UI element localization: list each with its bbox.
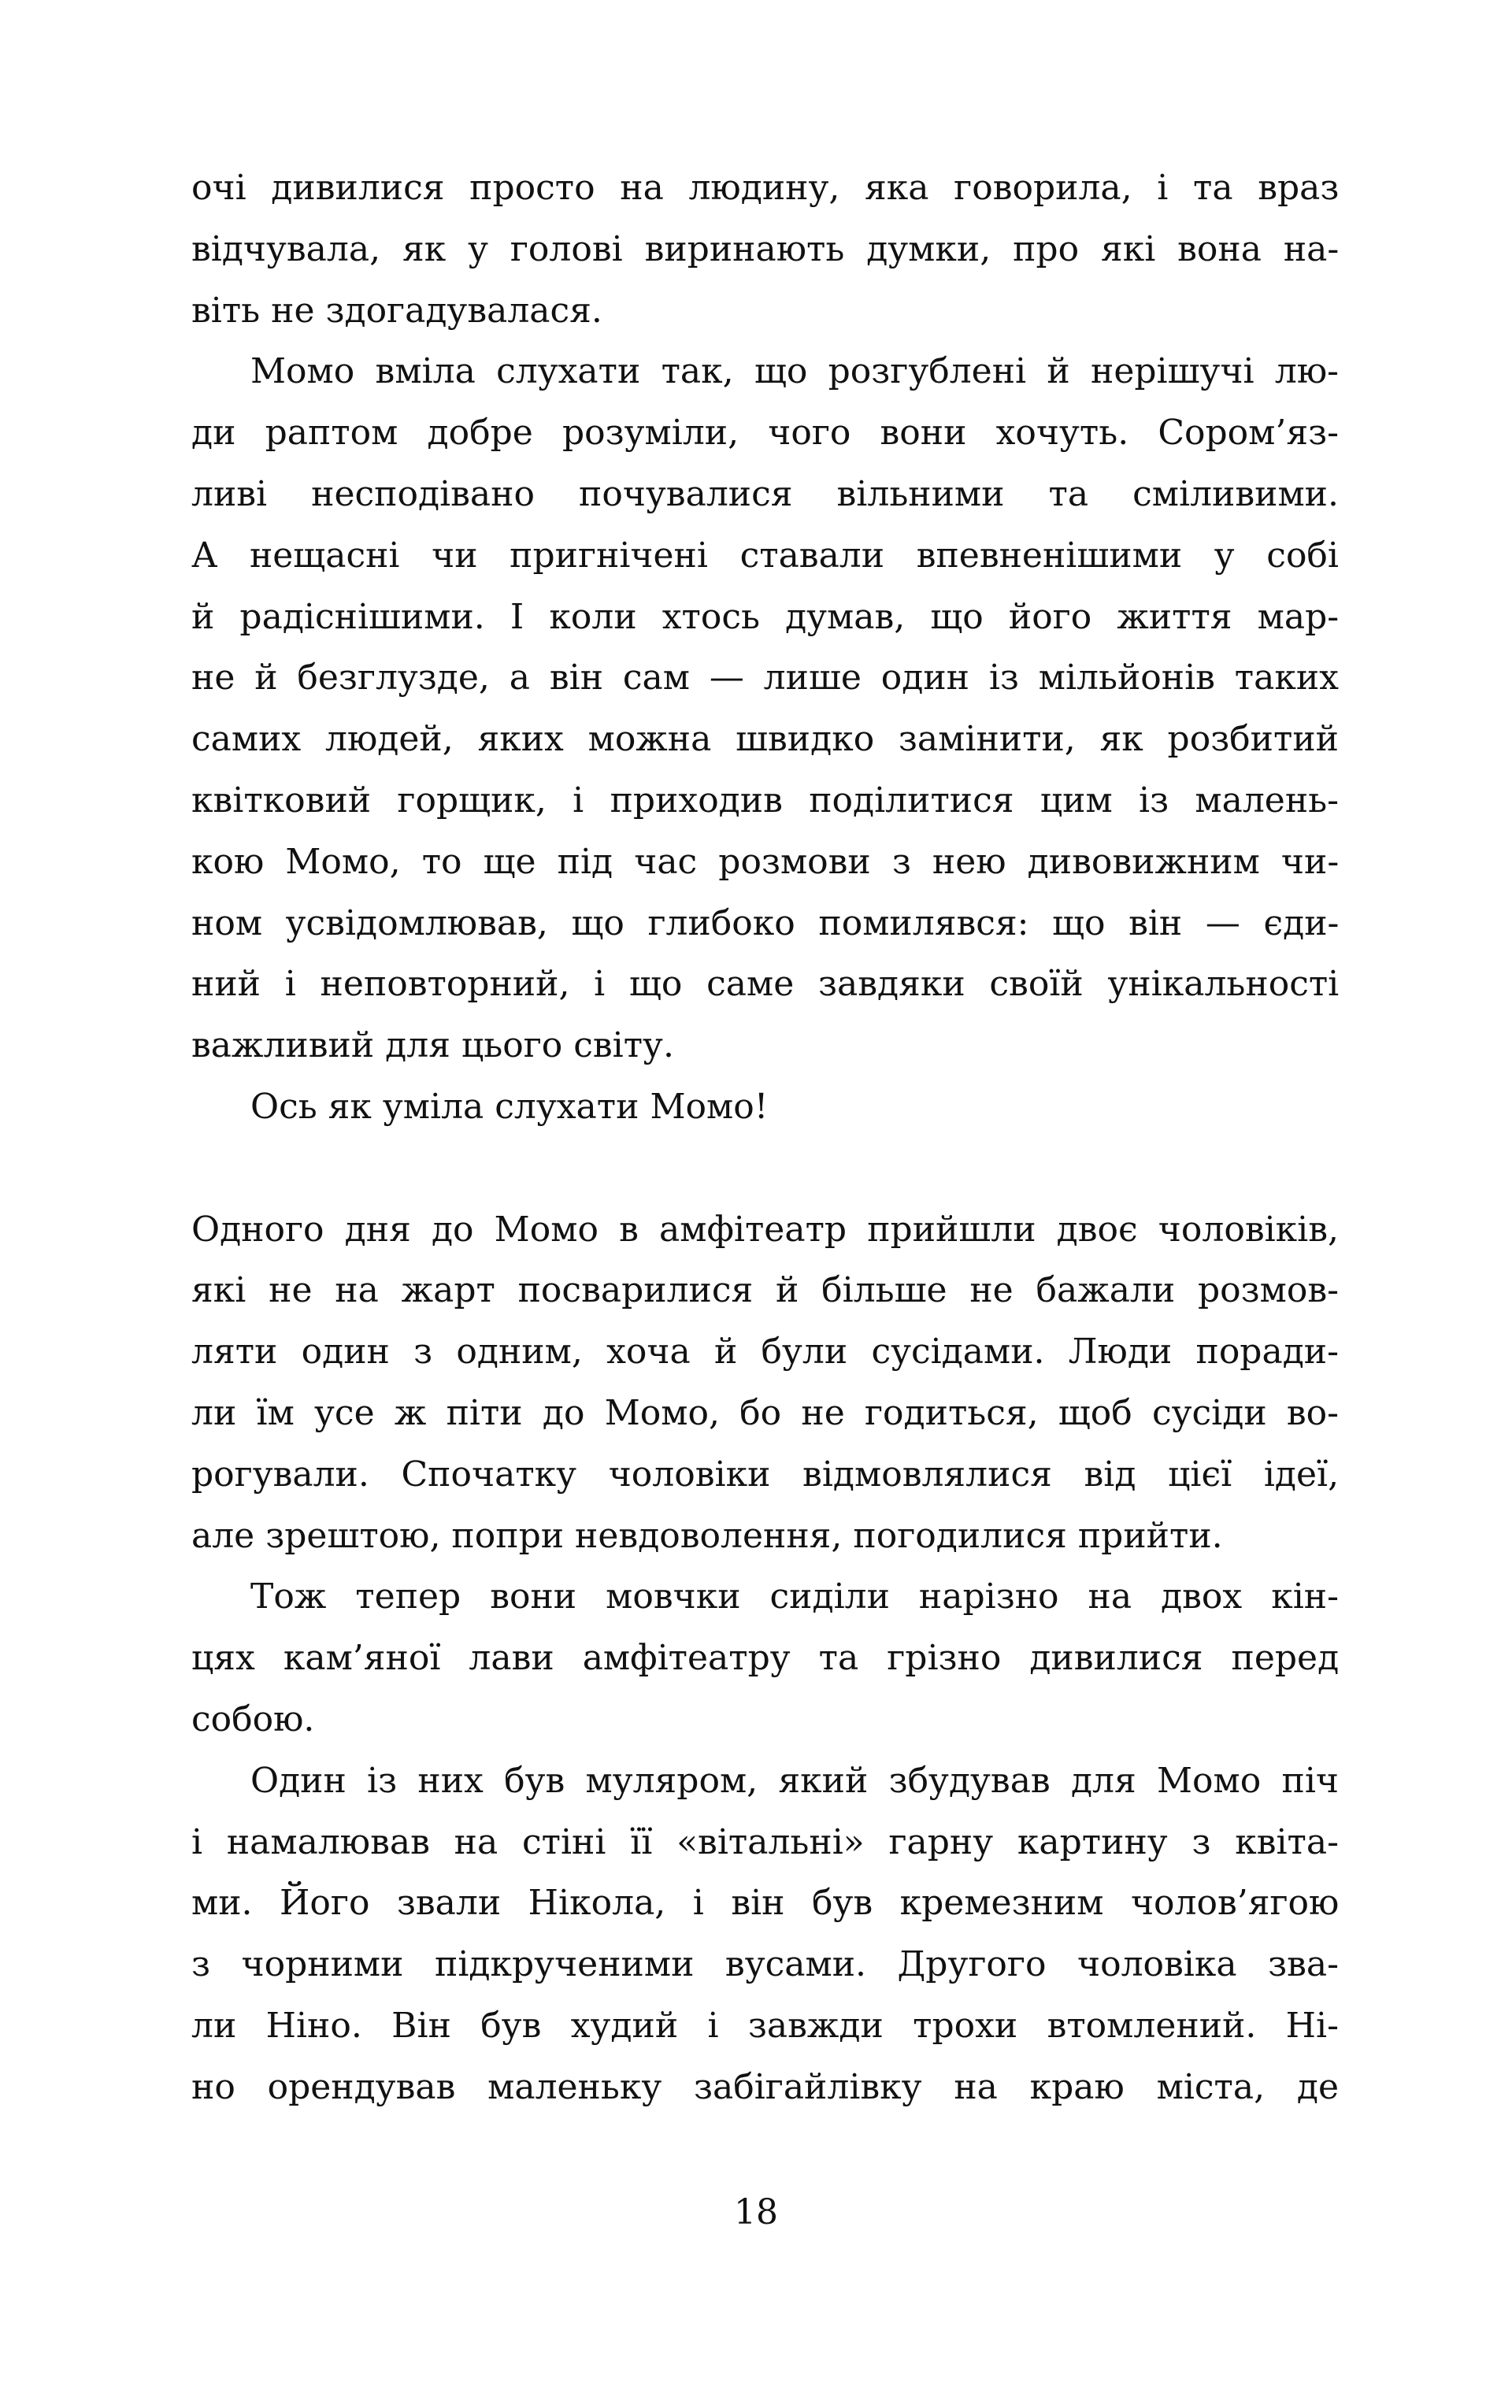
- text-line: відчувала, як у голові виринають думки, про які вона на-: [191, 228, 1340, 269]
- text-line: собою.: [191, 1699, 315, 1739]
- text-line: не й безглузде, а він сам — лише один із мільйонів таких: [191, 658, 1339, 698]
- text-line: ном усвідомлював, що глибоко помилявся: що він — єди-: [191, 902, 1340, 943]
- text-line: квітковий горщик, і приходив поділитися цим із малень-: [191, 780, 1339, 821]
- text-line: ний і неповторний, і що саме завдяки своїй унікальності: [191, 964, 1340, 1005]
- text-line: важливий для цього світу.: [191, 1025, 674, 1066]
- text-line: віть не здогадувалася.: [191, 290, 602, 331]
- section-break: [191, 1138, 1339, 1199]
- text-line: самих людей, яких можна швидко замінити, як розбитий: [191, 719, 1339, 760]
- text-line: кою Момо, то ще під час розмови з нею дивовижним чи-: [191, 841, 1340, 882]
- text-line: які не на жарт посварилися й більше не бажали розмов-: [191, 1270, 1339, 1311]
- text-line: й радіснішими. І коли хтось думав, що його життя мар-: [191, 596, 1340, 637]
- text-line: цях кам’яної лави амфітеатру та грізно дивилися перед: [191, 1638, 1340, 1679]
- paragraph-first-line: Момо вміла слухати так, що розгублені й нерішучі лю-: [250, 351, 1339, 392]
- text-line: А нещасні чи пригнічені ставали впевненішими у собі: [191, 535, 1339, 576]
- body-text: [191, 157, 1339, 2118]
- text-line: але зрештою, попри невдоволення, погодилися прийти.: [191, 1515, 1223, 1556]
- text-line: ливі несподівано почувалися вільними та сміливими.: [191, 473, 1339, 514]
- section-first-line: Одного дня до Момо в амфітеатр прийшли двоє чоловіків,: [191, 1209, 1339, 1250]
- paragraph-first-line: Один із них був муляром, який збудував для Момо піч: [250, 1760, 1339, 1801]
- text-line: ди раптом добре розуміли, чого вони хочуть. Сором’яз-: [191, 413, 1339, 454]
- text-line: рогували. Спочатку чоловіки відмовлялися від цієї ідеї,: [191, 1454, 1340, 1495]
- text-line: з чорними підкрученими вусами. Другого чоловіка зва-: [191, 1944, 1339, 1985]
- text-line: ли Ніно. Він був худий і завжди трохи втомлений. Ні-: [191, 2005, 1339, 2046]
- text-line: ли їм усе ж піти до Момо, бо не годиться, щоб сусіди во-: [191, 1392, 1340, 1433]
- paragraph-first-line: Тож тепер вони мовчки сиділи нарізно на двох кін-: [250, 1576, 1339, 1617]
- text-line: ляти один з одним, хоча й були сусідами. Люди поради-: [191, 1332, 1339, 1373]
- text-line: ми. Його звали Нікола, і він був кремезним чолов’ягою: [191, 1883, 1340, 1924]
- text-line: но орендував маленьку забігайлівку на краю міста, де: [191, 2066, 1339, 2107]
- text-line: очі дивилися просто на людину, яка говорила, і та враз: [191, 168, 1340, 208]
- paragraph-first-line: Ось як уміла слухати Момо!: [250, 1086, 769, 1127]
- text-line: і намалював на стіні її «вітальні» гарну картину з квіта-: [191, 1821, 1339, 1862]
- page-number: 18: [734, 2192, 778, 2232]
